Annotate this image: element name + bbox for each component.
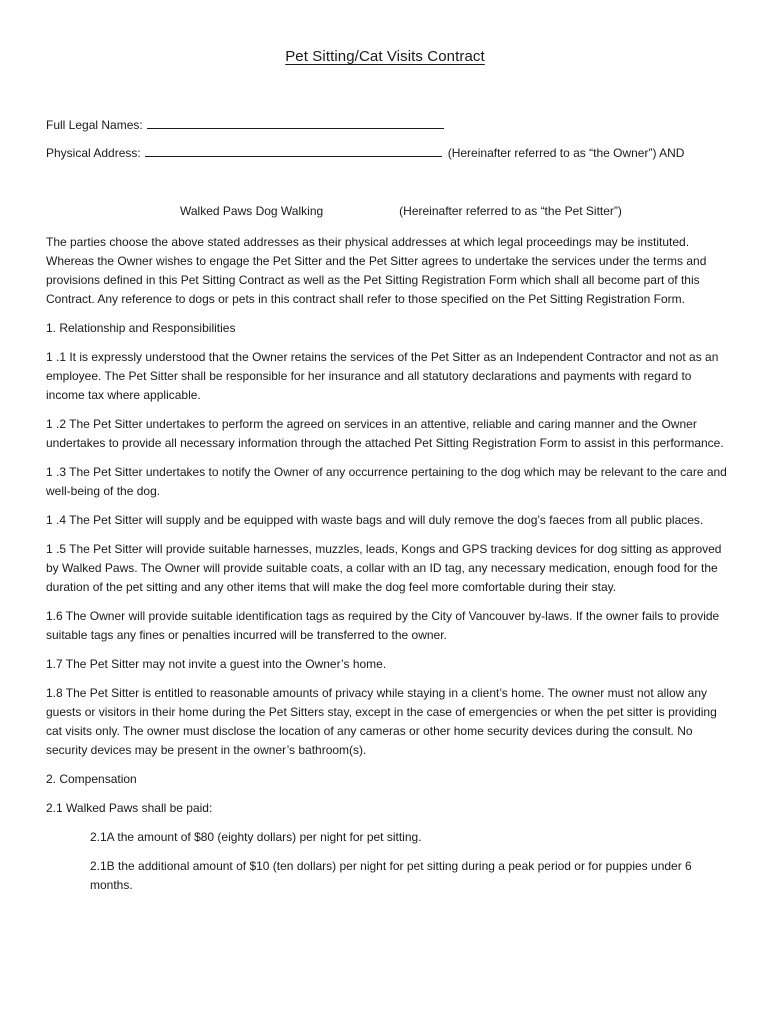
clause-2-1b: 2.1B the additional amount of $10 (ten dollars) per night for pet sitting during a peak period or for puppies under 6 months. [90, 859, 692, 892]
clause-1-8: 1.8 The Pet Sitter is entitled to reasonable amounts of privacy while staying in a client’s home. The owner must not allow any guests or visitors in their home during the Pet Sitters stay, except in the case of emergencies or when the pet sitter is providing cat visits only. The owner must disclose the location of any cameras or other home security devices during the consult. No security devices may be present in the owner’s bathroom(s). [46, 686, 717, 757]
section-2-heading: 2. Compensation [46, 772, 137, 786]
intro-paragraph: The parties choose the above stated addresses as their physical addresses at which legal proceedings may be instituted. Whereas the Owner wishes to engage the Pet Sitter and the Pet Sitter agrees to undertake the services under the terms and provisions defined in this Pet Sitting Contract as well as the Pet Sitting Registration Form which shall all become part of this Contract. Any reference to dogs or pets in this contract shall refer to those specified on the Pet Sitting Registration Form. [46, 235, 707, 306]
physical-address-label: Physical Address: [46, 146, 141, 160]
clause-2-1a: 2.1A the amount of $80 (eighty dollars) per night for pet sitting. [90, 830, 422, 844]
contract-body [46, 233, 728, 905]
full-legal-names-blank[interactable] [147, 118, 444, 129]
clause-2-1: 2.1 Walked Paws shall be paid: [46, 801, 213, 815]
section-1-heading: 1. Relationship and Responsibilities [46, 321, 236, 335]
clause-1-7: 1.7 The Pet Sitter may not invite a guest into the Owner’s home. [46, 657, 387, 671]
full-legal-names-label: Full Legal Names: [46, 118, 143, 132]
pet-sitter-name: Walked Paws Dog Walking [180, 204, 324, 218]
clause-1-4: 1 .4 The Pet Sitter will supply and be equipped with waste bags and will duly remove the dog’s faeces from all public places. [46, 513, 704, 527]
clause-1-6: 1.6 The Owner will provide suitable identification tags as required by the City of Vancouver by-laws. If the owner fails to provide suitable tags any fines or penalties incurred will be transferred to the owner. [46, 609, 720, 642]
full-legal-names-row [46, 118, 444, 132]
physical-address-row [46, 146, 684, 160]
document-title: Pet Sitting/Cat Visits Contract [285, 48, 485, 65]
physical-address-blank[interactable] [145, 146, 442, 157]
pet-sitter-reference: (Hereinafter referred to as “the Pet Sitter”) [399, 204, 622, 218]
clause-1-5: 1 .5 The Pet Sitter will provide suitable harnesses, muzzles, leads, Kongs and GPS tracking devices for dog sitting as approved by Walked Paws. The Owner will provide suitable coats, a collar with an ID tag, any necessary medication, enough food for the duration of the pet sitting and any other items that will make the dog feel more comfortable during their stay. [46, 542, 722, 594]
clause-1-1: 1 .1 It is expressly understood that the Owner retains the services of the Pet Sitter as an Independent Contractor and not as an employee. The Pet Sitter shall be responsible for her insurance and all statutory declarations and payments with regard to income tax where applicable. [46, 350, 719, 402]
owner-reference: (Hereinafter referred to as “the Owner”) AND [447, 146, 685, 160]
clause-1-2: 1 .2 The Pet Sitter undertakes to perform the agreed on services in an attentive, reliable and caring manner and the Owner undertakes to provide all necessary information through the attached Pet Sitting Registration Form to assist in this performance. [46, 417, 724, 450]
pet-sitter-party-row [180, 204, 622, 218]
clause-1-3: 1 .3 The Pet Sitter undertakes to notify the Owner of any occurrence pertaining to the dog which may be relevant to the care and well-being of the dog. [46, 465, 727, 498]
